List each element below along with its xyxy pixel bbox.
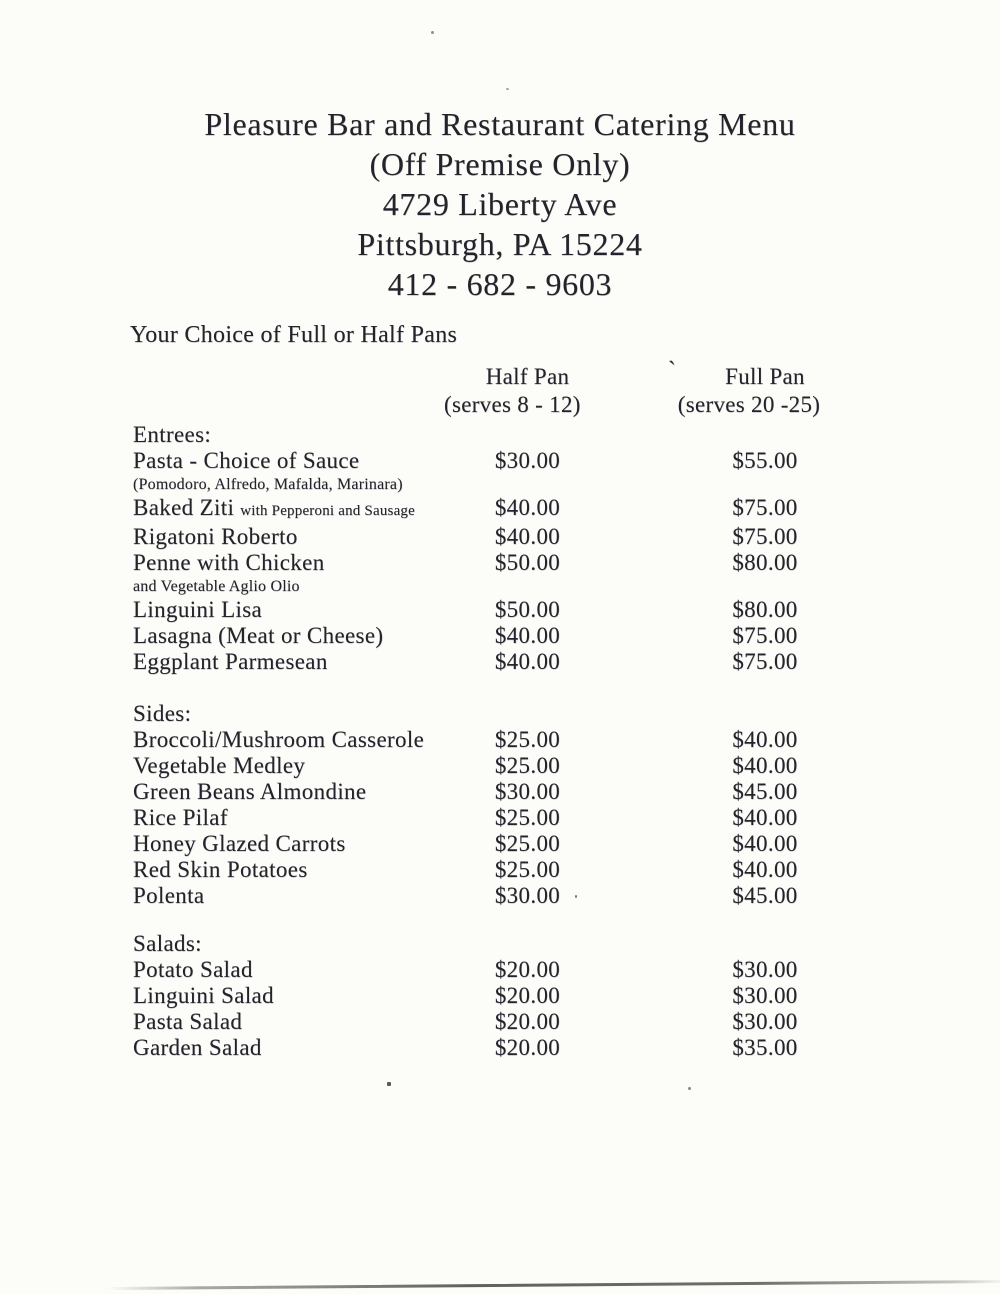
half-pan-price: $40.00 xyxy=(494,649,561,674)
menu-item-row xyxy=(133,805,1000,831)
scan-speck xyxy=(506,88,509,90)
menu-header xyxy=(0,0,1000,304)
full-pan-price: $40.00 xyxy=(732,831,798,856)
stray-scan-mark: ` xyxy=(668,358,676,384)
item-name: Garden Salad xyxy=(133,1035,262,1060)
section-entrees xyxy=(133,422,1000,675)
item-name: Pasta - Choice of Sauce xyxy=(133,448,360,473)
item-name: Broccoli/Mushroom Casserole xyxy=(133,727,425,752)
full-pan-price: $35.00 xyxy=(732,1035,798,1060)
half-pan-price: $20.00 xyxy=(494,983,561,1008)
item-name: Linguini Lisa xyxy=(133,597,263,622)
half-pan-price: $25.00 xyxy=(494,831,561,856)
item-name-main: Baked Ziti xyxy=(133,495,235,520)
item-name: Vegetable Medley xyxy=(133,753,306,778)
half-pan-price: $40.00 xyxy=(494,495,561,520)
half-pan-price: $20.00 xyxy=(494,1009,561,1034)
intro-line: Your Choice of Full or Half Pans xyxy=(130,322,458,348)
section-heading: Sides: xyxy=(133,701,192,726)
scan-speck xyxy=(575,895,577,898)
menu-item-row xyxy=(133,983,1000,1009)
item-name: Lasagna (Meat or Cheese) xyxy=(133,623,384,648)
half-pan-price: $25.00 xyxy=(494,753,561,778)
full-pan-price: $75.00 xyxy=(732,495,798,520)
half-pan-price: $40.00 xyxy=(494,623,561,648)
half-pan-label: Half Pan xyxy=(485,364,570,389)
half-pan-price: $50.00 xyxy=(494,597,561,622)
full-pan-price: $30.00 xyxy=(732,957,798,982)
half-pan-price: $30.00 xyxy=(494,779,561,804)
scan-speck xyxy=(688,1087,691,1090)
half-pan-price: $50.00 xyxy=(494,550,561,575)
menu-item-row xyxy=(133,649,1000,675)
full-pan-serves-label: (serves 20 -25) xyxy=(677,392,821,417)
item-name: Penne with Chicken xyxy=(133,550,325,575)
section-sides xyxy=(133,701,1000,909)
section-heading: Entrees: xyxy=(133,422,212,447)
section-salads xyxy=(133,931,1000,1061)
page-bottom-scan-edge xyxy=(108,1280,1000,1290)
full-pan-price: $75.00 xyxy=(732,623,798,648)
menu-item-row xyxy=(133,448,1000,474)
item-name: Linguini Salad xyxy=(133,983,274,1008)
item-name xyxy=(133,495,460,524)
half-pan-price: $25.00 xyxy=(494,857,561,882)
menu-item-row xyxy=(133,727,1000,753)
full-pan-price: $40.00 xyxy=(732,857,798,882)
scan-speck xyxy=(431,31,434,34)
half-pan-price: $20.00 xyxy=(494,1035,561,1060)
item-note: and Vegetable Aglio Olio xyxy=(133,578,300,595)
half-pan-price: $20.00 xyxy=(494,957,561,982)
menu-item-row xyxy=(133,495,1000,524)
item-name-detail: with Pepperoni and Sausage xyxy=(240,503,415,519)
menu-item-row xyxy=(133,831,1000,857)
full-pan-column-header xyxy=(595,363,935,419)
menu-item-row xyxy=(133,957,1000,983)
menu-item-row xyxy=(133,623,1000,649)
half-pan-price: $30.00 xyxy=(494,883,561,908)
item-name: Pasta Salad xyxy=(133,1009,243,1034)
column-headers xyxy=(133,363,1000,419)
half-pan-price: $40.00 xyxy=(494,524,561,549)
item-name: Eggplant Parmesean xyxy=(133,649,328,674)
menu-item-row xyxy=(133,1035,1000,1061)
menu-item-row xyxy=(133,524,1000,550)
menu-item-row xyxy=(133,597,1000,623)
item-name: Rice Pilaf xyxy=(133,805,228,830)
full-pan-price: $80.00 xyxy=(732,597,798,622)
menu-item-row xyxy=(133,550,1000,576)
menu-title: Pleasure Bar and Restaurant Catering Menu xyxy=(204,106,796,142)
item-name: Polenta xyxy=(133,883,205,908)
half-pan-column-header xyxy=(444,363,595,419)
full-pan-price: $55.00 xyxy=(732,448,798,473)
full-pan-price: $40.00 xyxy=(732,753,798,778)
menu-item-row xyxy=(133,857,1000,883)
half-pan-price: $30.00 xyxy=(494,448,561,473)
item-note: (Pomodoro, Alfredo, Mafalda, Marinara) xyxy=(133,476,403,493)
section-heading: Salads: xyxy=(133,931,202,956)
half-pan-price: $25.00 xyxy=(494,805,561,830)
menu-item-row xyxy=(133,883,1000,909)
scan-speck xyxy=(387,1082,391,1086)
full-pan-price: $75.00 xyxy=(732,524,798,549)
full-pan-label: Full Pan xyxy=(725,364,805,389)
half-pan-price: $25.00 xyxy=(494,727,561,752)
menu-subtitle: (Off Premise Only) xyxy=(369,146,631,182)
city-state-zip: Pittsburgh, PA 15224 xyxy=(357,226,643,262)
street-address: 4729 Liberty Ave xyxy=(382,186,618,222)
full-pan-price: $75.00 xyxy=(732,649,798,674)
full-pan-price: $45.00 xyxy=(732,779,798,804)
item-name: Honey Glazed Carrots xyxy=(133,831,346,856)
full-pan-price: $40.00 xyxy=(732,727,798,752)
full-pan-price: $30.00 xyxy=(732,1009,798,1034)
full-pan-price: $80.00 xyxy=(732,550,798,575)
full-pan-price: $30.00 xyxy=(732,983,798,1008)
full-pan-price: $40.00 xyxy=(732,805,798,830)
item-name: Potato Salad xyxy=(133,957,253,982)
full-pan-price: $45.00 xyxy=(732,883,798,908)
half-pan-serves-label: (serves 8 - 12) xyxy=(444,392,581,417)
menu-item-row xyxy=(133,753,1000,779)
phone-number: 412 - 682 - 9603 xyxy=(387,266,613,302)
item-name: Rigatoni Roberto xyxy=(133,524,298,549)
menu-item-row xyxy=(133,1009,1000,1035)
menu-body xyxy=(133,422,1000,1061)
menu-item-row xyxy=(133,779,1000,805)
item-name: Green Beans Almondine xyxy=(133,779,367,804)
item-name: Red Skin Potatoes xyxy=(133,857,308,882)
